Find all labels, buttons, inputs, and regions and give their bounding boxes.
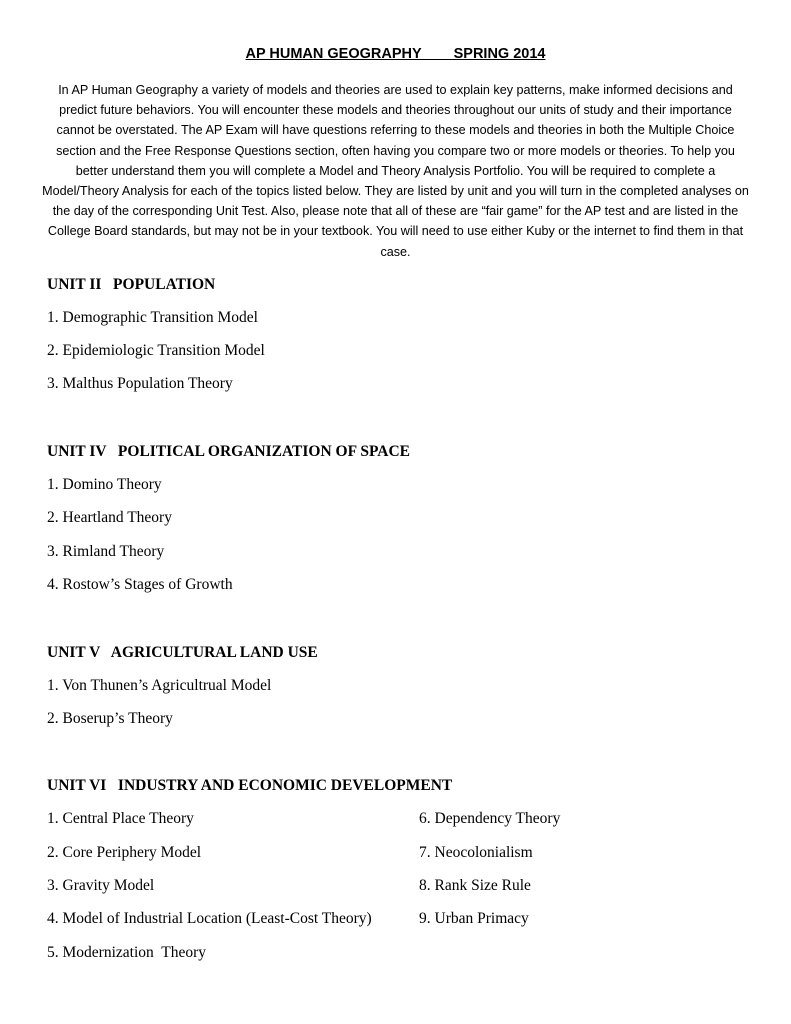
list-item: 8. Rank Size Rule — [419, 877, 531, 894]
list-item: 1. Central Place Theory — [47, 810, 194, 827]
list-item: 1. Domino Theory — [47, 476, 162, 493]
list-item: 2. Boserup’s Theory — [47, 710, 173, 727]
list-item: 3. Gravity Model — [47, 877, 155, 894]
list-item: 1. Von Thunen’s Agricultrual Model — [47, 677, 272, 694]
page-title: AP HUMAN GEOGRAPHY SPRING 2014 — [245, 46, 546, 62]
list-item: 9. Urban Primacy — [419, 910, 529, 927]
list-item: 3. Rimland Theory — [47, 543, 165, 560]
list-item: 5. Modernization Theory — [47, 944, 206, 961]
intro-paragraph: In AP Human Geography a variety of models and theories are used to explain key patterns, make informed decisions and predict future behaviors. You will encounter these models and theories throughout our units of study and their importance cannot be overstated. The AP Exam will have questions referring to these models and theories in both the Multiple Choice section and the Free Response Questions section, often having you compare two or more models or theories. To help you better understand them you will complete a Model and Theory Analysis Portfolio. You will be required to complete a Model/Theory Analysis for each of the topics listed below. They are listed by unit and you will turn in the completed analyses on the day of the corresponding Unit Test. Also, please note that all of these are “fair game” for the AP test and are listed in the College Board standards, but may not be in your textbook. You will need to use either Kuby or the internet to find them in that case. — [42, 83, 749, 259]
list-item: 7. Neocolonialism — [419, 844, 533, 861]
list-item: 2. Epidemiologic Transition Model — [47, 342, 265, 359]
unit-heading-industry-economic-development: UNIT VI INDUSTRY AND ECONOMIC DEVELOPMENT — [47, 777, 453, 794]
unit-heading-political-organization: UNIT IV POLITICAL ORGANIZATION OF SPACE — [47, 443, 411, 460]
list-item: 2. Core Periphery Model — [47, 844, 202, 861]
list-item: 3. Malthus Population Theory — [47, 375, 233, 392]
unit-heading-population: UNIT II POPULATION — [47, 276, 216, 293]
list-item: 6. Dependency Theory — [419, 810, 561, 827]
list-item: 4. Model of Industrial Location (Least-Cost Theory) — [47, 910, 372, 927]
list-item: 1. Demographic Transition Model — [47, 309, 258, 326]
list-item: 2. Heartland Theory — [47, 509, 172, 526]
list-item: 4. Rostow’s Stages of Growth — [47, 576, 233, 593]
unit-heading-agricultural-land-use: UNIT V AGRICULTURAL LAND USE — [47, 644, 318, 661]
